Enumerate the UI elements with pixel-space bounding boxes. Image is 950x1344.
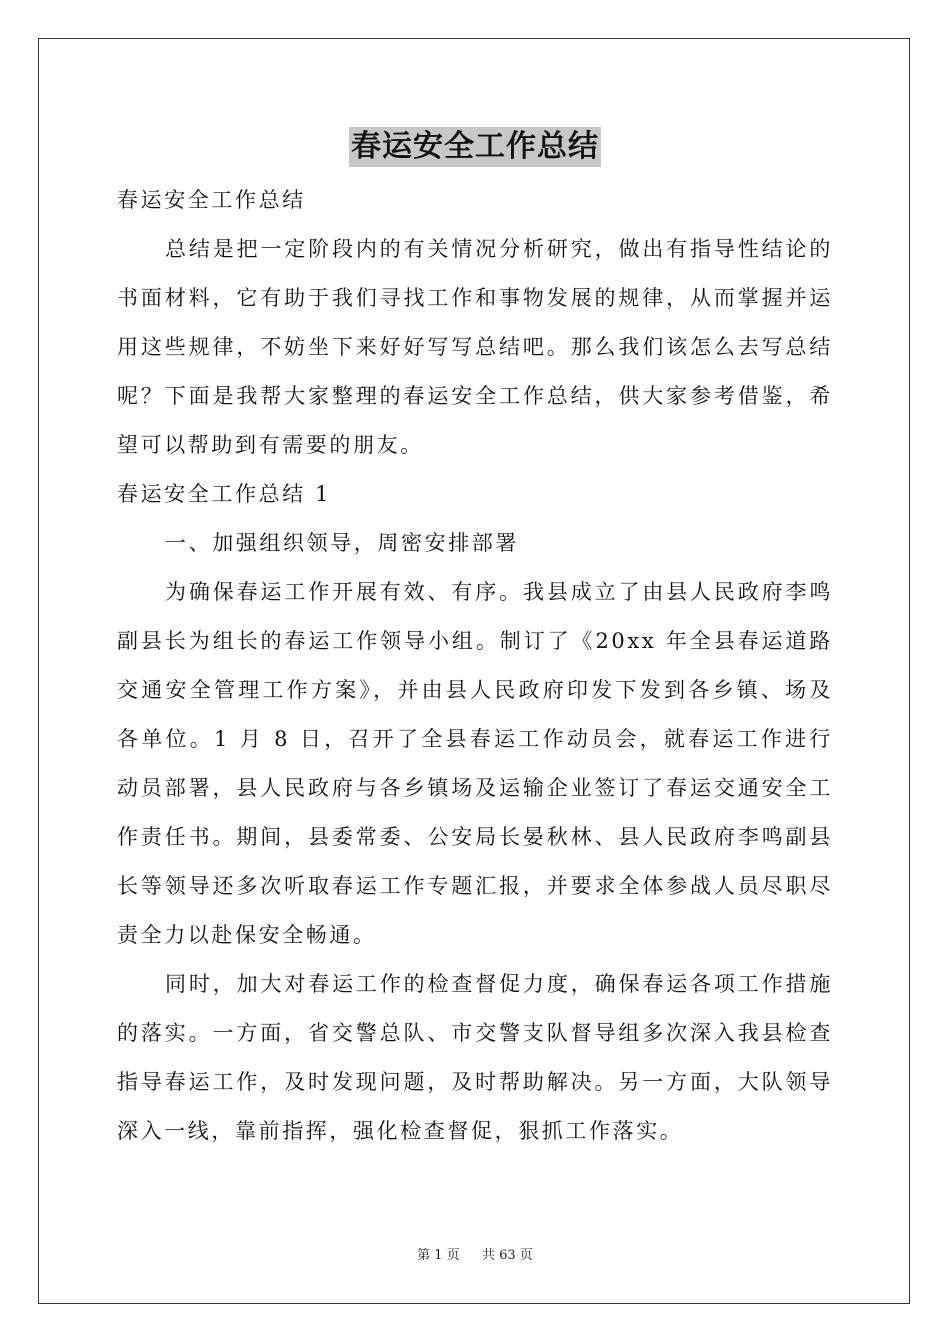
paragraph-heading: 春运安全工作总结	[117, 188, 306, 212]
paragraph-intro: 总结是把一定阶段内的有关情况分析研究，做出有指导性结论的书面材料，它有助于我们寻找工作和事物发展的规律，从而掌握并运用这些规律，不妨坐下来好好写写总结吧。那么我们该怎么去写总结呢？下面是我帮大家整理的春运安全工作总结，供大家参考借鉴，希望可以帮助到有需要的朋友。	[117, 237, 833, 457]
page-number: 第 1 页	[417, 1248, 460, 1263]
document-body	[117, 176, 833, 1156]
document-title: 春运安全工作总结	[349, 127, 601, 167]
subsection-heading: 一、加强组织领导，周密安排部署	[165, 531, 519, 555]
paragraph-body: 为确保春运工作开展有效、有序。我县成立了由县人民政府李鸣副县长为组长的春运工作领导小组。制订了《20xx 年全县春运道路交通安全管理工作方案》，并由县人民政府印发下发到各乡镇、场及各单位。1 月 8 日，召开了全县春运工作动员会，就春运工作进行动员部署，县人民政府与各乡镇场及运输企业签订了春运交通安全工作责任书。期间，县委常委、公安局长晏秋林、县人民政府李鸣副县长等领导还多次听取春运工作专题汇报，并要求全体参战人员尽职尽责全力以赴保安全畅通。	[117, 580, 833, 947]
title-container	[0, 127, 950, 167]
paragraph-body: 同时，加大对春运工作的检查督促力度，确保春运各项工作措施的落实。一方面，省交警总队、市交警支队督导组多次深入我县检查指导春运工作，及时发现问题，及时帮助解决。另一方面，大队领导深入一线，靠前指挥，强化检查督促，狠抓工作落实。	[117, 972, 833, 1143]
page-total: 共 63 页	[482, 1248, 533, 1263]
section-heading: 春运安全工作总结 1	[117, 482, 332, 506]
page-footer	[0, 1247, 950, 1265]
